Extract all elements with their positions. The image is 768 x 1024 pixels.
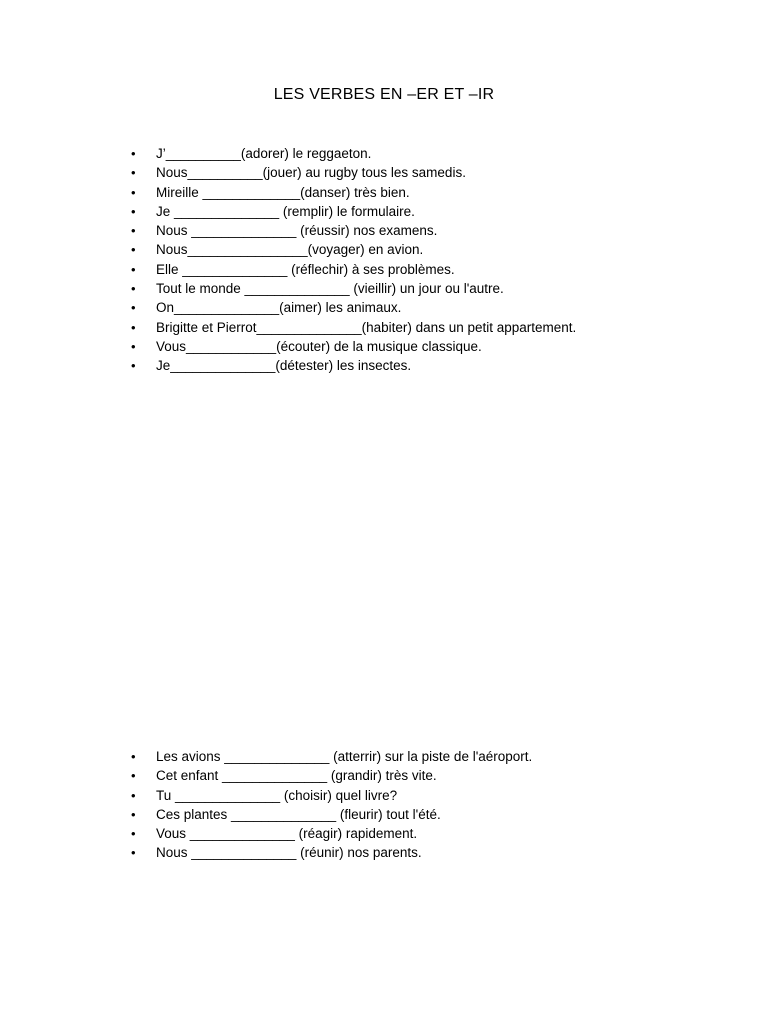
exercise-sentence: Nous ______________ (réussir) nos examens. bbox=[156, 223, 438, 239]
list-item bbox=[131, 843, 532, 862]
list-item bbox=[131, 202, 576, 221]
list-item bbox=[131, 260, 576, 279]
exercise-sentence: Elle ______________ (réflechir) à ses problèmes. bbox=[156, 261, 455, 277]
exercise-sentence: Cet enfant ______________ (grandir) très vite. bbox=[156, 768, 437, 784]
list-item bbox=[131, 766, 532, 785]
bullet-icon: • bbox=[131, 826, 136, 842]
bullet-icon: • bbox=[131, 749, 136, 764]
list-item bbox=[131, 318, 576, 337]
bullet-icon: • bbox=[131, 184, 136, 200]
list-item bbox=[131, 805, 532, 824]
exercise-sentence: Brigitte et Pierrot______________(habiter) dans un petit appartement. bbox=[156, 319, 577, 335]
list-item bbox=[131, 786, 532, 805]
list-item bbox=[131, 747, 532, 766]
exercise-sentence: Tout le monde ______________ (vieillir) un jour ou l'autre. bbox=[156, 281, 504, 297]
exercise-sentence: Vous____________(écouter) de la musique classique. bbox=[156, 338, 482, 354]
bullet-icon: • bbox=[131, 806, 136, 822]
page-title: LES VERBES EN –ER ET –IR bbox=[273, 86, 495, 103]
list-item bbox=[131, 240, 576, 259]
exercise-sentence: Les avions ______________ (atterrir) sur la piste de l'aéroport. bbox=[156, 749, 533, 764]
bullet-icon: • bbox=[131, 281, 136, 297]
bullet-icon: • bbox=[131, 203, 136, 219]
exercise-sentence: Je______________(détester) les insectes. bbox=[156, 358, 412, 374]
list-item bbox=[131, 221, 576, 240]
bullet-icon: • bbox=[131, 319, 136, 335]
bullet-icon: • bbox=[131, 768, 136, 784]
bullet-icon: • bbox=[131, 787, 136, 803]
list-item bbox=[131, 144, 576, 163]
exercise-sentence: Ces plantes ______________ (fleurir) tout l'été. bbox=[156, 806, 441, 822]
list-item bbox=[131, 183, 576, 202]
exercise-sentence: Nous________________(voyager) en avion. bbox=[156, 242, 424, 258]
bullet-icon: • bbox=[131, 223, 136, 239]
exercise-list-er-ir bbox=[131, 144, 576, 376]
list-item bbox=[131, 356, 576, 375]
bullet-icon: • bbox=[131, 358, 136, 374]
list-item bbox=[131, 337, 576, 356]
exercise-sentence: J’__________(adorer) le reggaeton. bbox=[156, 146, 372, 161]
exercise-sentence: On______________(aimer) les animaux. bbox=[156, 300, 402, 316]
exercise-sentence: Tu ______________ (choisir) quel livre? bbox=[156, 787, 398, 803]
exercise-sentence: Nous__________(jouer) au rugby tous les samedis. bbox=[156, 165, 466, 181]
list-item bbox=[131, 824, 532, 843]
bullet-icon: • bbox=[131, 261, 136, 277]
bullet-icon: • bbox=[131, 845, 136, 861]
bullet-icon: • bbox=[131, 146, 136, 161]
list-item bbox=[131, 279, 576, 298]
list-item bbox=[131, 298, 576, 317]
exercise-sentence: Vous ______________ (réagir) rapidement. bbox=[156, 826, 418, 842]
bullet-icon: • bbox=[131, 165, 136, 181]
bullet-icon: • bbox=[131, 338, 136, 354]
exercise-list-ir bbox=[131, 747, 532, 863]
bullet-icon: • bbox=[131, 300, 136, 316]
exercise-sentence: Je ______________ (remplir) le formulaire. bbox=[156, 203, 415, 219]
exercise-sentence: Mireille _____________(danser) très bien. bbox=[156, 184, 410, 200]
bullet-icon: • bbox=[131, 242, 136, 258]
exercise-sentence: Nous ______________ (réunir) nos parents. bbox=[156, 845, 422, 861]
list-item bbox=[131, 163, 576, 182]
